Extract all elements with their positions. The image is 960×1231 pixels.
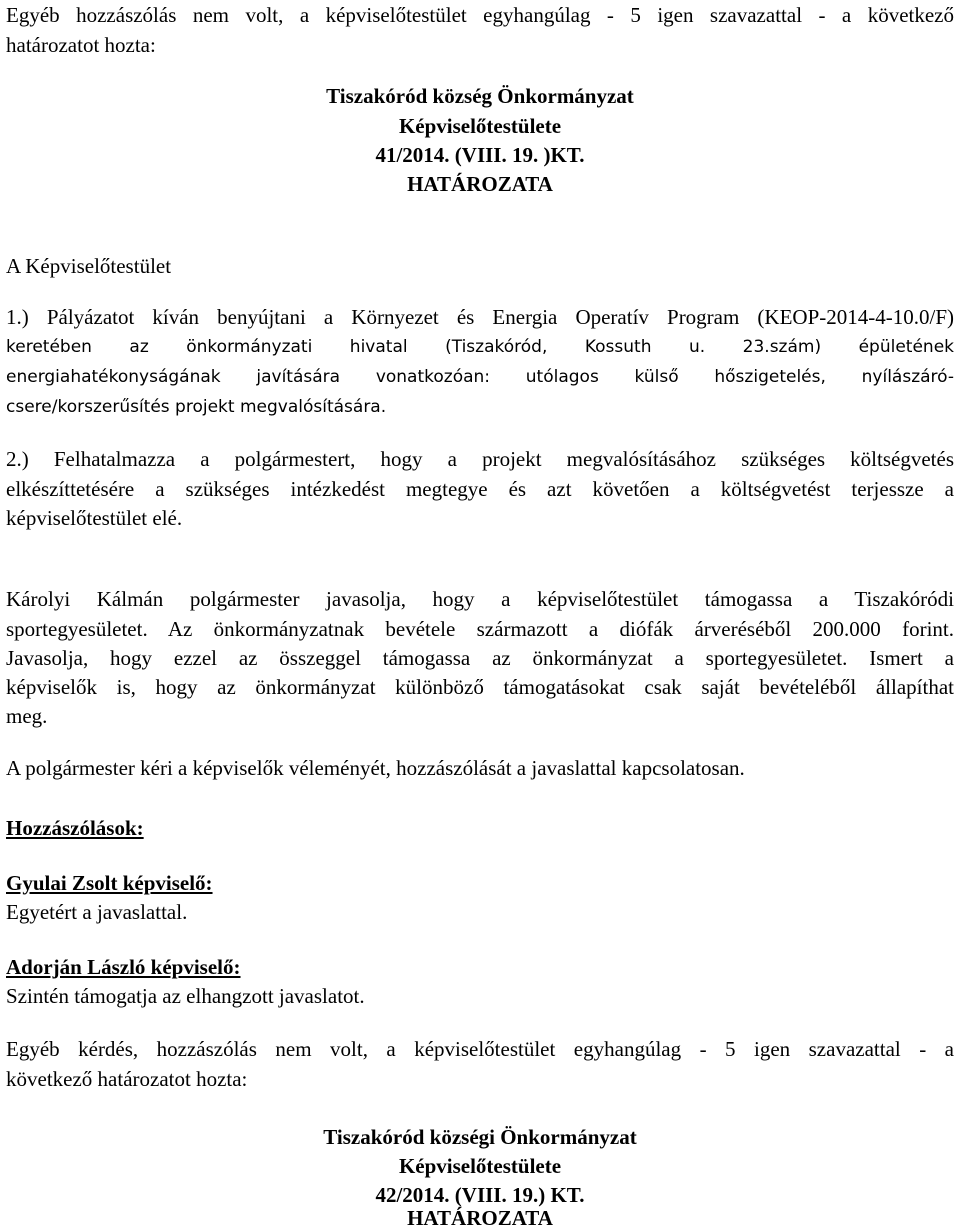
resolution-42-heading: HATÁROZATA	[407, 1206, 553, 1230]
resolution-point-1-line: energiahatékonyságának javítására vonatkozóan: utólagos külső hőszigetelés, nyílászáró-	[6, 367, 954, 387]
resolution-42-title: Képviselőtestülete	[398, 1154, 562, 1178]
resolution-point-2-line: elkészíttetésére a szükséges intézkedést megtegye és azt követően a költségvetést terjessze a	[6, 477, 954, 501]
mayor-proposal-line: képviselők is, hogy az önkormányzat különböző támogatásokat csak saját bevételéből állapíthat	[6, 675, 954, 699]
resolution-41-title: Képviselőtestülete	[398, 114, 562, 138]
resolution-42-title: Tiszakóród községi Önkormányzat	[323, 1125, 637, 1149]
resolution-point-2-line: 2.) Felhatalmazza a polgármestert, hogy a projekt megvalósításához szükséges költségvetés	[6, 447, 954, 471]
vote-statement-line: következő határozatot hozta:	[6, 1067, 248, 1091]
comment-text: Egyetért a javaslattal.	[6, 900, 188, 924]
resolution-point-1-line: csere/korszerűsítés projekt megvalósítására.	[6, 397, 387, 417]
comments-heading: Hozzászólások:	[6, 816, 144, 840]
resolution-point-1-line: keretében az önkormányzati hivatal (Tiszakóród, Kossuth u. 23.szám) épületének	[6, 337, 954, 357]
resolution-41-heading: HATÁROZATA	[407, 172, 553, 196]
vote-statement-line: Egyéb hozzászólás nem volt, a képviselőtestület egyhangúlag - 5 igen szavazattal - a következő	[6, 3, 954, 27]
resolution-point-2-line: képviselőtestület elé.	[6, 506, 183, 530]
mayor-proposal-line: Károlyi Kálmán polgármester javasolja, hogy a képviselőtestület támogassa a Tiszakóródi	[6, 587, 954, 611]
resolution-42-number: 42/2014. (VIII. 19.) KT.	[375, 1183, 585, 1207]
mayor-proposal-line: meg.	[6, 704, 48, 728]
mayor-proposal-line: Javasolja, hogy ezzel az összeggel támogassa az önkormányzat a sportegyesületet. Ismert a	[6, 646, 954, 670]
resolution-subject: A Képviselőtestület	[6, 254, 172, 278]
mayor-request: A polgármester kéri a képviselők véleményét, hozzászólását a javaslattal kapcsolatosan.	[6, 756, 745, 780]
resolution-41-title: Tiszakóród község Önkormányzat	[326, 84, 634, 108]
resolution-point-1-line: 1.) Pályázatot kíván benyújtani a Környezet és Energia Operatív Program (KEOP-2014-4-10.0/F)	[6, 305, 954, 329]
resolution-41-number: 41/2014. (VIII. 19. )KT.	[375, 143, 585, 167]
comment-speaker: Adorján László képviselő:	[6, 955, 241, 979]
comment-speaker: Gyulai Zsolt képviselő:	[6, 871, 213, 895]
mayor-proposal-line: sportegyesületet. Az önkormányzatnak bevétele származott a diófák árveréséből 200.000 forint.	[6, 617, 954, 641]
vote-statement-line: Egyéb kérdés, hozzászólás nem volt, a képviselőtestület egyhangúlag - 5 igen szavazattal - a	[6, 1037, 954, 1061]
vote-statement-line: határozatot hozta:	[6, 33, 156, 57]
comment-text: Szintén támogatja az elhangzott javaslatot.	[6, 984, 365, 1008]
